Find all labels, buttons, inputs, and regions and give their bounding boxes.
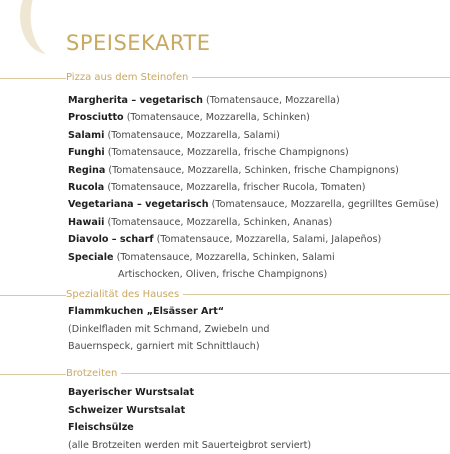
- item-description: (Dinkelfladen mit Schmand, Zwiebeln und: [68, 323, 270, 335]
- menu-item: [68, 384, 448, 402]
- divider: [0, 374, 66, 375]
- menu-item: [68, 214, 448, 231]
- menu-item: [68, 196, 448, 213]
- item-description: (Tomatensauce, Mozzarella, frische Champignons): [104, 147, 349, 159]
- section-label: Brotzeiten: [66, 368, 121, 379]
- menu-item: [68, 127, 448, 144]
- item-description: (Tomatensauce, Mozzarella, Schinken, frische Champignons): [105, 164, 399, 176]
- item-description: (Tomatensauce, Mozzarella, Salami): [104, 129, 280, 141]
- item-description: Bauernspeck, garniert mit Schnittlauch): [68, 341, 260, 353]
- item-name: Rucola: [68, 182, 105, 194]
- item-name: Speciale: [68, 251, 114, 263]
- menu-item: [68, 162, 448, 179]
- item-description: (alle Brotzeiten werden mit Sauerteigbrot serviert): [68, 439, 312, 451]
- divider: [121, 373, 450, 374]
- section-heading-spezialitaet: [66, 289, 450, 300]
- pizza-list: [68, 92, 448, 283]
- item-name: Salami: [68, 129, 105, 141]
- crescent-moon-icon: [20, 0, 64, 54]
- item-description: (Tomatensauce, Mozzarella, frischer Rucola, Tomaten): [104, 182, 366, 194]
- section-heading-brotzeiten: [66, 368, 450, 379]
- brotzeiten-list: [68, 384, 448, 454]
- menu-item: [68, 402, 448, 420]
- item-description: (Tomatensauce, Mozzarella, Salami, Jalapeños): [153, 234, 382, 246]
- page-title: SPEISEKARTE: [66, 31, 211, 55]
- item-name: Regina: [68, 164, 106, 176]
- menu-item: [68, 231, 448, 248]
- item-description: (Tomatensauce, Mozzarella, Schinken, Ananas): [104, 216, 333, 228]
- menu-item: [68, 92, 448, 109]
- menu-item: [68, 179, 448, 196]
- item-name: Flammkuchen „Elsässer Art“: [68, 306, 225, 317]
- menu-item: [68, 303, 448, 321]
- item-name: Hawaii: [68, 216, 105, 228]
- menu-item: [68, 144, 448, 161]
- item-description: (Tomatensauce, Mozzarella, Schinken, Salami: [113, 251, 335, 263]
- section-heading-pizza: [66, 72, 450, 83]
- divider: [192, 77, 450, 78]
- item-description: (Tomatensauce, Mozzarella, gegrilltes Gemüse): [208, 199, 439, 211]
- divider: [0, 78, 66, 79]
- section-label: Spezialität des Hauses: [66, 289, 183, 300]
- item-name: Diavolo – scharf: [68, 234, 154, 246]
- item-name: Margherita – vegetarisch: [68, 95, 203, 106]
- item-name: Funghi: [68, 147, 105, 159]
- section-label: Pizza aus dem Steinofen: [66, 72, 192, 83]
- menu-item: [68, 419, 448, 437]
- item-name: Bayerischer Wurstsalat: [68, 387, 195, 398]
- item-description: Artischocken, Oliven, frische Champignons): [118, 269, 328, 281]
- menu-item: [68, 249, 448, 266]
- divider: [0, 295, 66, 296]
- item-name: Prosciutto: [68, 112, 124, 124]
- item-name: Schweizer Wurstsalat: [68, 404, 186, 416]
- item-name: Fleischsülze: [68, 422, 134, 434]
- item-description: (Tomatensauce, Mozzarella, Schinken): [123, 112, 310, 124]
- divider: [183, 294, 450, 295]
- item-description: (Tomatensauce, Mozzarella): [202, 95, 340, 106]
- menu-item-continuation: [68, 266, 448, 283]
- spezialitaet-list: [68, 303, 448, 356]
- menu-item: [68, 109, 448, 126]
- item-name: Vegetariana – vegetarisch: [68, 199, 209, 211]
